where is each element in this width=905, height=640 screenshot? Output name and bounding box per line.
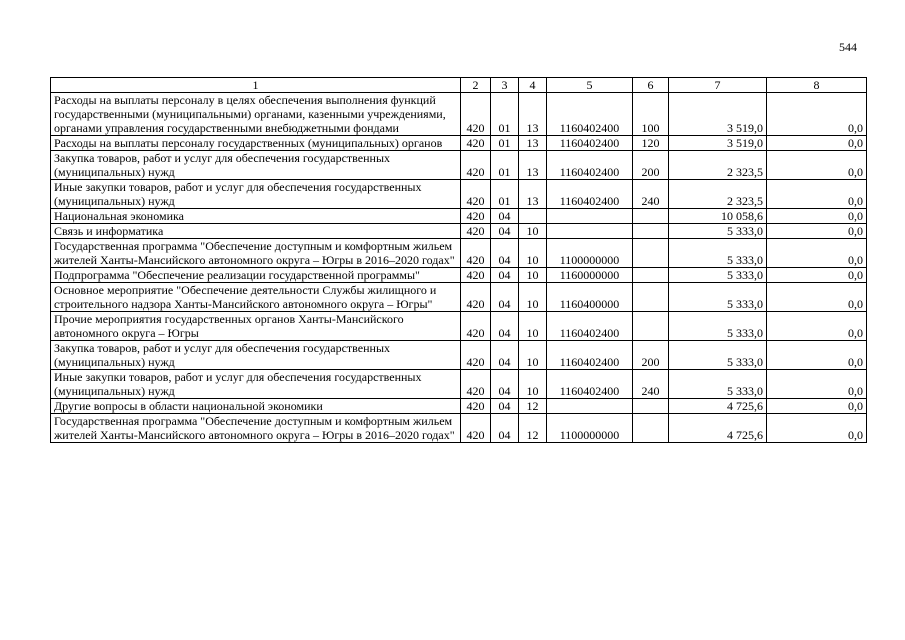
cell-target-article: 1160000000 [547,268,633,283]
cell-sum-1: 2 323,5 [669,180,767,209]
cell-target-article: 1100000000 [547,239,633,268]
cell-admin-code: 420 [461,93,491,136]
cell-sum-1: 3 519,0 [669,93,767,136]
cell-subsection [519,209,547,224]
header-col-1: 1 [51,78,461,93]
cell-target-article: 1160400000 [547,283,633,312]
cell-target-article [547,209,633,224]
table-row [51,136,867,151]
cell-sum-2: 0,0 [767,224,867,239]
cell-sum-2: 0,0 [767,136,867,151]
cell-name: Национальная экономика [51,209,461,224]
cell-subsection: 10 [519,283,547,312]
budget-table [50,77,867,443]
cell-target-article: 1160402400 [547,151,633,180]
cell-admin-code: 420 [461,414,491,443]
cell-sum-2: 0,0 [767,283,867,312]
cell-sum-1: 4 725,6 [669,414,767,443]
cell-admin-code: 420 [461,283,491,312]
cell-section: 04 [491,312,519,341]
cell-section: 01 [491,93,519,136]
cell-expense-type [633,239,669,268]
cell-name: Государственная программа "Обеспечение доступным и комфортным жильем жителей Ханты-Мансийского автономного округа – Югры в 2016–2020 годах" [51,414,461,443]
cell-target-article: 1160402400 [547,312,633,341]
cell-subsection: 13 [519,93,547,136]
cell-sum-2: 0,0 [767,341,867,370]
cell-name: Иные закупки товаров, работ и услуг для обеспечения государственных (муниципальных) нужд [51,180,461,209]
cell-expense-type: 240 [633,370,669,399]
cell-admin-code: 420 [461,180,491,209]
cell-admin-code: 420 [461,268,491,283]
cell-sum-1: 5 333,0 [669,268,767,283]
cell-section: 01 [491,151,519,180]
cell-section: 04 [491,268,519,283]
cell-sum-2: 0,0 [767,414,867,443]
cell-admin-code: 420 [461,224,491,239]
cell-section: 04 [491,414,519,443]
header-col-8: 8 [767,78,867,93]
cell-sum-1: 5 333,0 [669,370,767,399]
cell-section: 01 [491,180,519,209]
cell-admin-code: 420 [461,312,491,341]
table-row [51,414,867,443]
cell-section: 04 [491,239,519,268]
cell-sum-1: 10 058,6 [669,209,767,224]
cell-name: Основное мероприятие "Обеспечение деятельности Службы жилищного и строительного надзора Ханты-Мансийского автономного округа – Югры" [51,283,461,312]
cell-target-article: 1160402400 [547,180,633,209]
table-row [51,209,867,224]
cell-sum-2: 0,0 [767,209,867,224]
cell-admin-code: 420 [461,341,491,370]
cell-section: 04 [491,370,519,399]
header-col-6: 6 [633,78,669,93]
cell-name: Расходы на выплаты персоналу государственных (муниципальных) органов [51,136,461,151]
cell-subsection: 12 [519,399,547,414]
cell-expense-type [633,209,669,224]
cell-subsection: 12 [519,414,547,443]
cell-section: 01 [491,136,519,151]
cell-name: Закупка товаров, работ и услуг для обеспечения государственных (муниципальных) нужд [51,151,461,180]
cell-name: Государственная программа "Обеспечение доступным и комфортным жильем жителей Ханты-Мансийского автономного округа – Югры в 2016–2020 годах" [51,239,461,268]
header-col-5: 5 [547,78,633,93]
cell-expense-type: 200 [633,151,669,180]
table-row [51,312,867,341]
cell-sum-2: 0,0 [767,93,867,136]
table-row [51,283,867,312]
cell-admin-code: 420 [461,399,491,414]
cell-expense-type [633,414,669,443]
cell-expense-type: 120 [633,136,669,151]
table-row [51,224,867,239]
cell-subsection: 10 [519,312,547,341]
table-row [51,268,867,283]
cell-expense-type: 240 [633,180,669,209]
cell-name: Связь и информатика [51,224,461,239]
cell-sum-2: 0,0 [767,239,867,268]
cell-sum-2: 0,0 [767,399,867,414]
table-row [51,151,867,180]
cell-sum-2: 0,0 [767,180,867,209]
cell-sum-1: 5 333,0 [669,341,767,370]
cell-subsection: 10 [519,224,547,239]
cell-target-article [547,399,633,414]
cell-sum-1: 5 333,0 [669,224,767,239]
cell-sum-1: 5 333,0 [669,239,767,268]
cell-target-article: 1160402400 [547,136,633,151]
cell-name: Расходы на выплаты персоналу в целях обеспечения выполнения функций государственными (муниципальными) органами, казенными учреждениями, органами управления государственными внебюджетными фондами [51,93,461,136]
cell-section: 04 [491,224,519,239]
cell-section: 04 [491,209,519,224]
table-row [51,341,867,370]
cell-expense-type [633,224,669,239]
cell-section: 04 [491,283,519,312]
cell-subsection: 10 [519,239,547,268]
cell-name: Другие вопросы в области национальной экономики [51,399,461,414]
cell-subsection: 10 [519,268,547,283]
table-row [51,93,867,136]
cell-expense-type [633,283,669,312]
cell-sum-1: 2 323,5 [669,151,767,180]
header-col-2: 2 [461,78,491,93]
cell-sum-1: 3 519,0 [669,136,767,151]
header-col-7: 7 [669,78,767,93]
cell-section: 04 [491,341,519,370]
cell-sum-2: 0,0 [767,312,867,341]
cell-expense-type: 200 [633,341,669,370]
cell-admin-code: 420 [461,370,491,399]
table-header-row [51,78,867,93]
cell-sum-2: 0,0 [767,268,867,283]
cell-sum-1: 5 333,0 [669,283,767,312]
table-row [51,399,867,414]
cell-subsection: 13 [519,151,547,180]
cell-admin-code: 420 [461,209,491,224]
cell-admin-code: 420 [461,136,491,151]
page-number: 544 [839,40,857,54]
cell-subsection: 10 [519,370,547,399]
cell-subsection: 13 [519,180,547,209]
cell-expense-type [633,268,669,283]
cell-target-article: 1160402400 [547,93,633,136]
cell-target-article [547,224,633,239]
cell-expense-type: 100 [633,93,669,136]
cell-admin-code: 420 [461,151,491,180]
table-row [51,239,867,268]
cell-name: Подпрограмма "Обеспечение реализации государственной программы" [51,268,461,283]
table-row [51,180,867,209]
cell-expense-type [633,312,669,341]
cell-section: 04 [491,399,519,414]
cell-subsection: 13 [519,136,547,151]
cell-sum-1: 5 333,0 [669,312,767,341]
table-row [51,370,867,399]
cell-name: Иные закупки товаров, работ и услуг для обеспечения государственных (муниципальных) нужд [51,370,461,399]
cell-name: Прочие мероприятия государственных органов Ханты-Мансийского автономного округа – Югры [51,312,461,341]
cell-sum-2: 0,0 [767,370,867,399]
cell-sum-2: 0,0 [767,151,867,180]
cell-target-article: 1160402400 [547,370,633,399]
cell-expense-type [633,399,669,414]
cell-name: Закупка товаров, работ и услуг для обеспечения государственных (муниципальных) нужд [51,341,461,370]
header-col-4: 4 [519,78,547,93]
cell-admin-code: 420 [461,239,491,268]
header-col-3: 3 [491,78,519,93]
cell-target-article: 1160402400 [547,341,633,370]
cell-sum-1: 4 725,6 [669,399,767,414]
cell-target-article: 1100000000 [547,414,633,443]
cell-subsection: 10 [519,341,547,370]
